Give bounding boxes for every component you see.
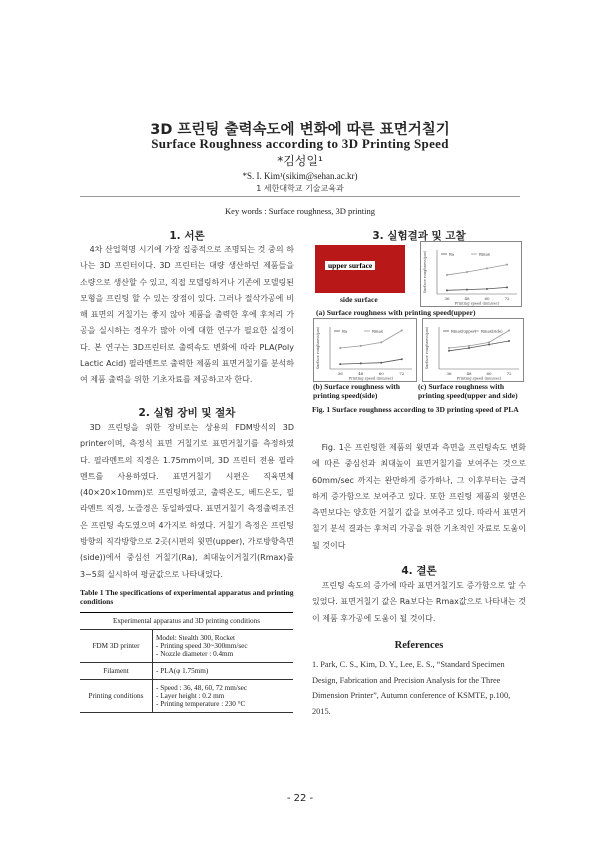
legend-entry: Ra: [342, 328, 348, 334]
intro-heading: 1. 서론: [169, 230, 205, 242]
data-point: [446, 274, 448, 276]
data-point: [360, 345, 362, 347]
x-tick-label: 36: [446, 371, 452, 376]
table-cell-label: Printing conditions: [80, 680, 153, 713]
references-heading: References: [394, 640, 444, 651]
data-point: [446, 289, 448, 291]
caption-a: (a) Surface roughness with printing speed(upper): [316, 308, 476, 317]
chart-upper: [420, 241, 522, 307]
data-point: [448, 347, 450, 349]
data-point: [380, 341, 382, 343]
table-cell-label: Filament: [80, 663, 153, 680]
series-line: [447, 265, 507, 275]
conclusion-heading: 4. 결론: [401, 565, 437, 577]
affiliation: 1 세한대학교 기술교육과: [256, 184, 344, 193]
data-point: [401, 358, 403, 360]
data-point: [360, 362, 362, 364]
x-tick-label: 48: [464, 296, 470, 301]
table-cell-value: - Speed : 36, 48, 60, 72 mm/sec - Layer height : 0.2 mm - Printing temperature : 230 °C: [153, 680, 294, 713]
data-point: [448, 350, 450, 352]
x-tick-label: 60: [486, 371, 492, 376]
x-axis-label: Printing speed (mm/sec): [456, 376, 502, 381]
keywords: Key words : Surface roughness, 3D printing: [225, 206, 375, 216]
results-heading: 3. 실험결과 및 고찰: [372, 230, 466, 242]
table-cell-label: FDM 3D printer: [80, 630, 153, 663]
table-header: Experimental apparatus and 3D printing conditions: [80, 613, 293, 630]
data-point: [488, 344, 490, 346]
table-row: [80, 663, 293, 680]
data-point: [506, 286, 508, 288]
data-point: [468, 347, 470, 349]
legend-entry: Ra: [449, 251, 455, 257]
series-line: [447, 287, 507, 290]
x-tick-label: 60: [378, 371, 384, 376]
author-english: *S. I. Kim¹(sikim@sehan.ac.kr): [242, 171, 358, 181]
paper-title-korean: 3D 프린팅 출력속도에 변화에 따른 표면거칠기: [150, 122, 450, 138]
data-point: [466, 289, 468, 291]
paper-title-english: Surface Roughness according to 3D Printing Speed: [151, 136, 449, 151]
series-line: [340, 359, 402, 364]
data-point: [488, 341, 490, 343]
intro-text: 4차 산업혁명 시기에 가장 집중적으로 조명되는 것 중의 하나는 3D 프린터이다. 3D 프린터는 대량 생산하던 제품들을 소량으로 생산할 수 있고, 직접 모델링하거나 기존에 모델링된 모형을 프린팅 할 수 있는 장점이 있다. 그러나 절삭가공에 비해 표면의 거칠기는 좋지 않아 제품을 출력한 후에 후처리 가공을 실시하는 경우가 많아 이에 대한 연구가 필요한 실정이다. 본 연구는 3D프린터로 출력속도 변화에 따라 PLA(Poly Lactic Acid) 필라멘트로 출력한 제품의 표면거칠기를 분석하여 제품 출력을 위한 기초자료를 제공하고자 한다.: [80, 245, 294, 385]
data-point: [468, 345, 470, 347]
data-point: [486, 288, 488, 290]
data-point: [401, 330, 403, 332]
page-number: - 22 -: [286, 793, 314, 804]
y-axis-label: Surface roughness(µm): [425, 326, 429, 370]
caption-c: (c) Surface roughness with printing speed(upper and side): [418, 382, 518, 400]
table-cell-value: Model: Stealth 300, Rocket - Printing speed 30~300mm/sec - Nozzle diameter : 0.4mm: [153, 630, 294, 663]
figure-caption: Fig. 1 Surface roughness according to 3D printing speed of PLA: [312, 405, 519, 414]
legend-entry: Rmax: [372, 328, 383, 334]
method-heading: 2. 실험 장비 및 절차: [138, 407, 236, 419]
data-point: [466, 271, 468, 273]
legend-entry: Rmax(side): [481, 328, 503, 334]
table-caption: [80, 588, 294, 606]
chart-side: [313, 318, 417, 382]
data-point: [508, 340, 510, 342]
method-text: 3D 프린팅을 위한 장비로는 상용의 FDM방식의 3D printer이며, 측정식 표면 거칠기로 표면거칠기를 측정하였다. 필라멘트의 직경은 1.75mm이며, 3D 프린터 전용 필라멘트를 사용하였다. 표면거칠기 시편은 직육면체(40×20×10mm)로 프린팅하였고, 출력온도, 베드온도, 필라멘트 직경, 노즐경은 동일하였다. 표면거칠기 측정출력조건은 프린팅 속도였으며 4가지로 하였다. 거칠기 측정은 프린팅 방향의 직각방향으로 2곳(시편의 윗면(upper), 가로방향측면(side))에서 중심선 거칠기(Ra), 최대높이거칠기(Rmax)를 3~5회 실시하여 평균값으로 나타내었다.: [80, 423, 294, 579]
y-axis-label: Surface roughness(µm): [423, 250, 427, 294]
table-row: [80, 630, 293, 663]
photo-label-upper: upper surface: [325, 261, 375, 270]
photo-label-side: side surface: [340, 295, 378, 304]
series-line: [449, 341, 509, 351]
x-axis-label: Printing speed (mm/sec): [454, 301, 500, 306]
y-axis-label: Surface roughness(µm): [316, 326, 320, 370]
data-point: [339, 347, 341, 349]
table-cell-value: - PLA(φ 1.75mm): [153, 663, 294, 680]
conclusion-text: 프린팅 속도의 증가에 따라 표면거칠기도 증가함으로 알 수 있었다. 표면거칠기 값은 Ra보다는 Rmax값으로 나타내는 것이 제품 후가공에 도움이 될 것이다.: [312, 581, 526, 623]
table-caption-label: Table 1: [80, 588, 104, 597]
table-row: [80, 680, 293, 713]
author-korean: *김성일¹: [277, 154, 323, 168]
data-point: [380, 362, 382, 364]
x-tick-label: 60: [484, 296, 490, 301]
legend-entry: Rmax(upper): [451, 328, 477, 334]
chart-upper-side: [422, 318, 524, 382]
data-point: [506, 264, 508, 266]
header-divider: [80, 196, 520, 197]
data-point: [508, 330, 510, 332]
x-tick-label: 48: [358, 371, 364, 376]
series-line: [340, 331, 402, 349]
specimen-photo: [315, 245, 405, 293]
x-tick-label: 72: [504, 296, 510, 301]
data-point: [486, 267, 488, 269]
reference-item: 1. Park, C. S., Kim, D. Y., Lee, E. S., “Standard Specimen Design, Fabrication and Precision Analysis for the Three Dimension Printer”, Autumn conference of KSMTE, p.100, 2015.: [312, 660, 511, 716]
caption-b: (b) Surface roughness with printing speed(side): [313, 382, 400, 400]
x-axis-label: Printing speed (mm/sec): [348, 376, 394, 381]
x-tick-label: 48: [466, 371, 472, 376]
x-tick-label: 36: [444, 296, 450, 301]
results-text: Fig. 1은 프린팅한 제품의 윗면과 측면을 프린팅속도 변화에 따른 중심선과 최대높이 표면거칠기를 보여주는 것으로 60mm/sec 까지는 완만하게 증가하나, 그 이후부터는 급격하게 증가함으로 보여주고 있다. 또한 프린팅 제품의 윗면은 측면보다는 양호한 거칠기 값을 보여주고 있다. 따라서 표면거칠기 분석 결과는 후처리 가공을 위한 기초적인 자료로 도움이 될 것이다: [312, 443, 526, 550]
x-tick-label: 36: [337, 371, 343, 376]
x-tick-label: 72: [506, 371, 512, 376]
table-caption-text: The specifications of experimental apparatus and printing conditions: [80, 588, 294, 606]
spec-table: [80, 612, 293, 713]
data-point: [339, 363, 341, 365]
legend-entry: Rmax: [479, 251, 490, 257]
x-tick-label: 72: [399, 371, 405, 376]
